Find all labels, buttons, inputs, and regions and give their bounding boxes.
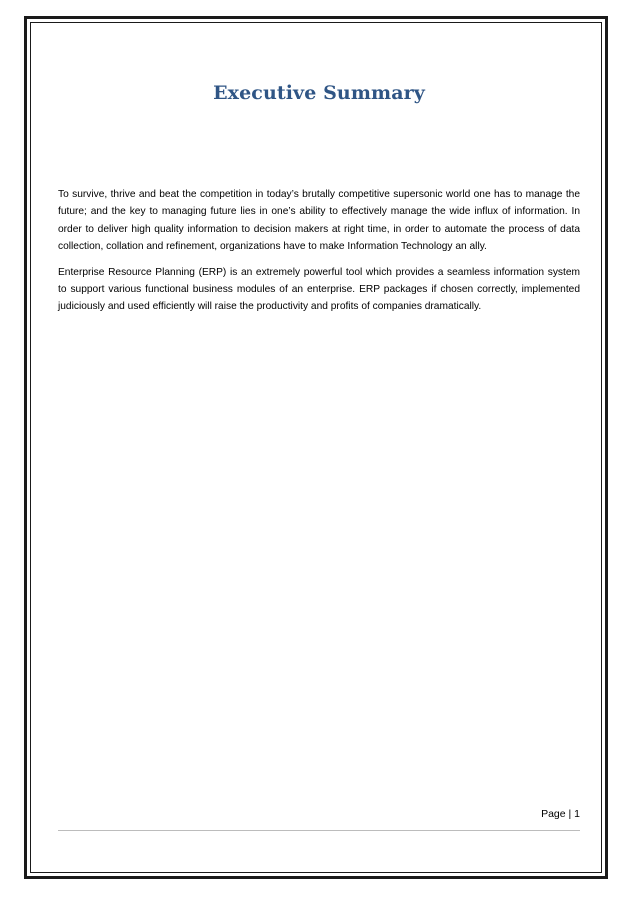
paragraph-erp: Enterprise Resource Planning (ERP) is an extremely powerful tool which provides a seamless information system to support various functional business modules of an enterprise. ERP packages if chosen correctly, implemented judiciously and used efficiently will raise the productivity and profits of companies dramatically. (58, 266, 580, 313)
page-border-inner (30, 22, 602, 873)
document-body (58, 186, 580, 324)
footer-divider (58, 830, 580, 831)
paragraph-intro: To survive, thrive and beat the competition in today’s brutally competitive supersonic world one has to manage the future; and the key to managing future lies in one’s ability to effectively manage the wide influx of information. In order to deliver high quality information to decision makers at right time, in order to automate the process of data collection, collation and refinement, organizations have to make Information Technology an ally. (58, 189, 580, 253)
page-title: Executive Summary (213, 82, 425, 104)
page-number: Page | 1 (541, 808, 580, 820)
